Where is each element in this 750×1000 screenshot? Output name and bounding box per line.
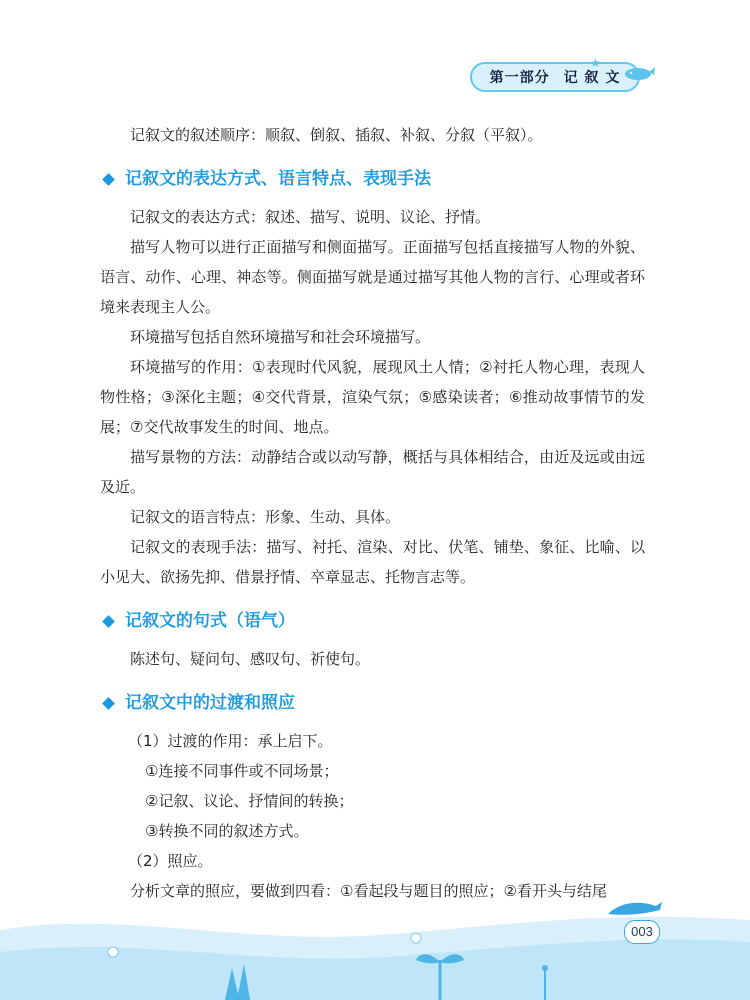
chapter-title-label: 记 叙 文: [563, 70, 621, 86]
paragraph: 记叙文的语言特点：形象、生动、具体。: [130, 508, 401, 526]
paragraph: 分析文章的照应，要做到四看：①看起段与题目的照应；②看开头与结尾: [130, 882, 607, 900]
chapter-badge: [470, 62, 640, 92]
section-heading-transition: [100, 688, 645, 718]
section-heading-sentence-types: [100, 606, 645, 636]
section-heading-expression: [100, 164, 645, 194]
list-item: ①连接不同事件或不同场景；: [145, 762, 339, 780]
paragraph: 描写人物可以进行正面描写和侧面描写。正面描写包括直接描写人物的外貌、语言、动作、心理、神态等。侧面描写就是通过描写其他人物的言行、心理或者环境来表现主人公。: [100, 238, 645, 316]
dolphin-icon: [604, 898, 664, 920]
section-title: 记叙文的表达方式、语言特点、表现手法: [125, 169, 431, 189]
list-item: ③转换不同的叙述方式。: [145, 822, 309, 840]
star-icon: ★: [590, 56, 601, 70]
page-content: [100, 120, 645, 906]
section-title: 记叙文的句式（语气）: [125, 611, 295, 631]
echo-heading: （2）照应。: [128, 852, 213, 870]
diamond-bullet-icon: [102, 615, 115, 628]
paragraph: 陈述句、疑问句、感叹句、祈使句。: [130, 650, 371, 668]
section-title: 记叙文中的过渡和照应: [125, 693, 295, 713]
diamond-bullet-icon: [102, 173, 115, 186]
paragraph: 描写景物的方法：动静结合或以动写静，概括与具体相结合，由近及远或由远及近。: [100, 448, 645, 496]
intro-paragraph: 记叙文的叙述顺序：顺叙、倒叙、插叙、补叙、分叙（平叙）。: [130, 126, 543, 144]
paragraph: 记叙文的表现手法：描写、衬托、渲染、对比、伏笔、铺垫、象征、比喻、以小见大、欲扬先抑、借景抒情、卒章显志、托物言志等。: [100, 538, 645, 586]
page-number: 003: [624, 920, 660, 944]
list-item: ②记叙、议论、抒情间的转换；: [145, 792, 354, 810]
diamond-bullet-icon: [102, 697, 115, 710]
chapter-part-label: 第一部分: [489, 70, 550, 86]
whale-icon: [622, 62, 656, 82]
paragraph: 环境描写包括自然环境描写和社会环境描写。: [130, 328, 431, 346]
transition-heading: （1）过渡的作用：承上启下。: [128, 732, 333, 750]
paragraph: 环境描写的作用：①表现时代风貌，展现风土人情；②衬托人物心理，表现人物性格；③深化主题；④交代背景，渲染气氛；⑤感染读者；⑥推动故事情节的发展；⑦交代故事发生的时间、地点。: [100, 358, 645, 436]
paragraph: 记叙文的表达方式：叙述、描写、说明、议论、抒情。: [130, 208, 491, 226]
